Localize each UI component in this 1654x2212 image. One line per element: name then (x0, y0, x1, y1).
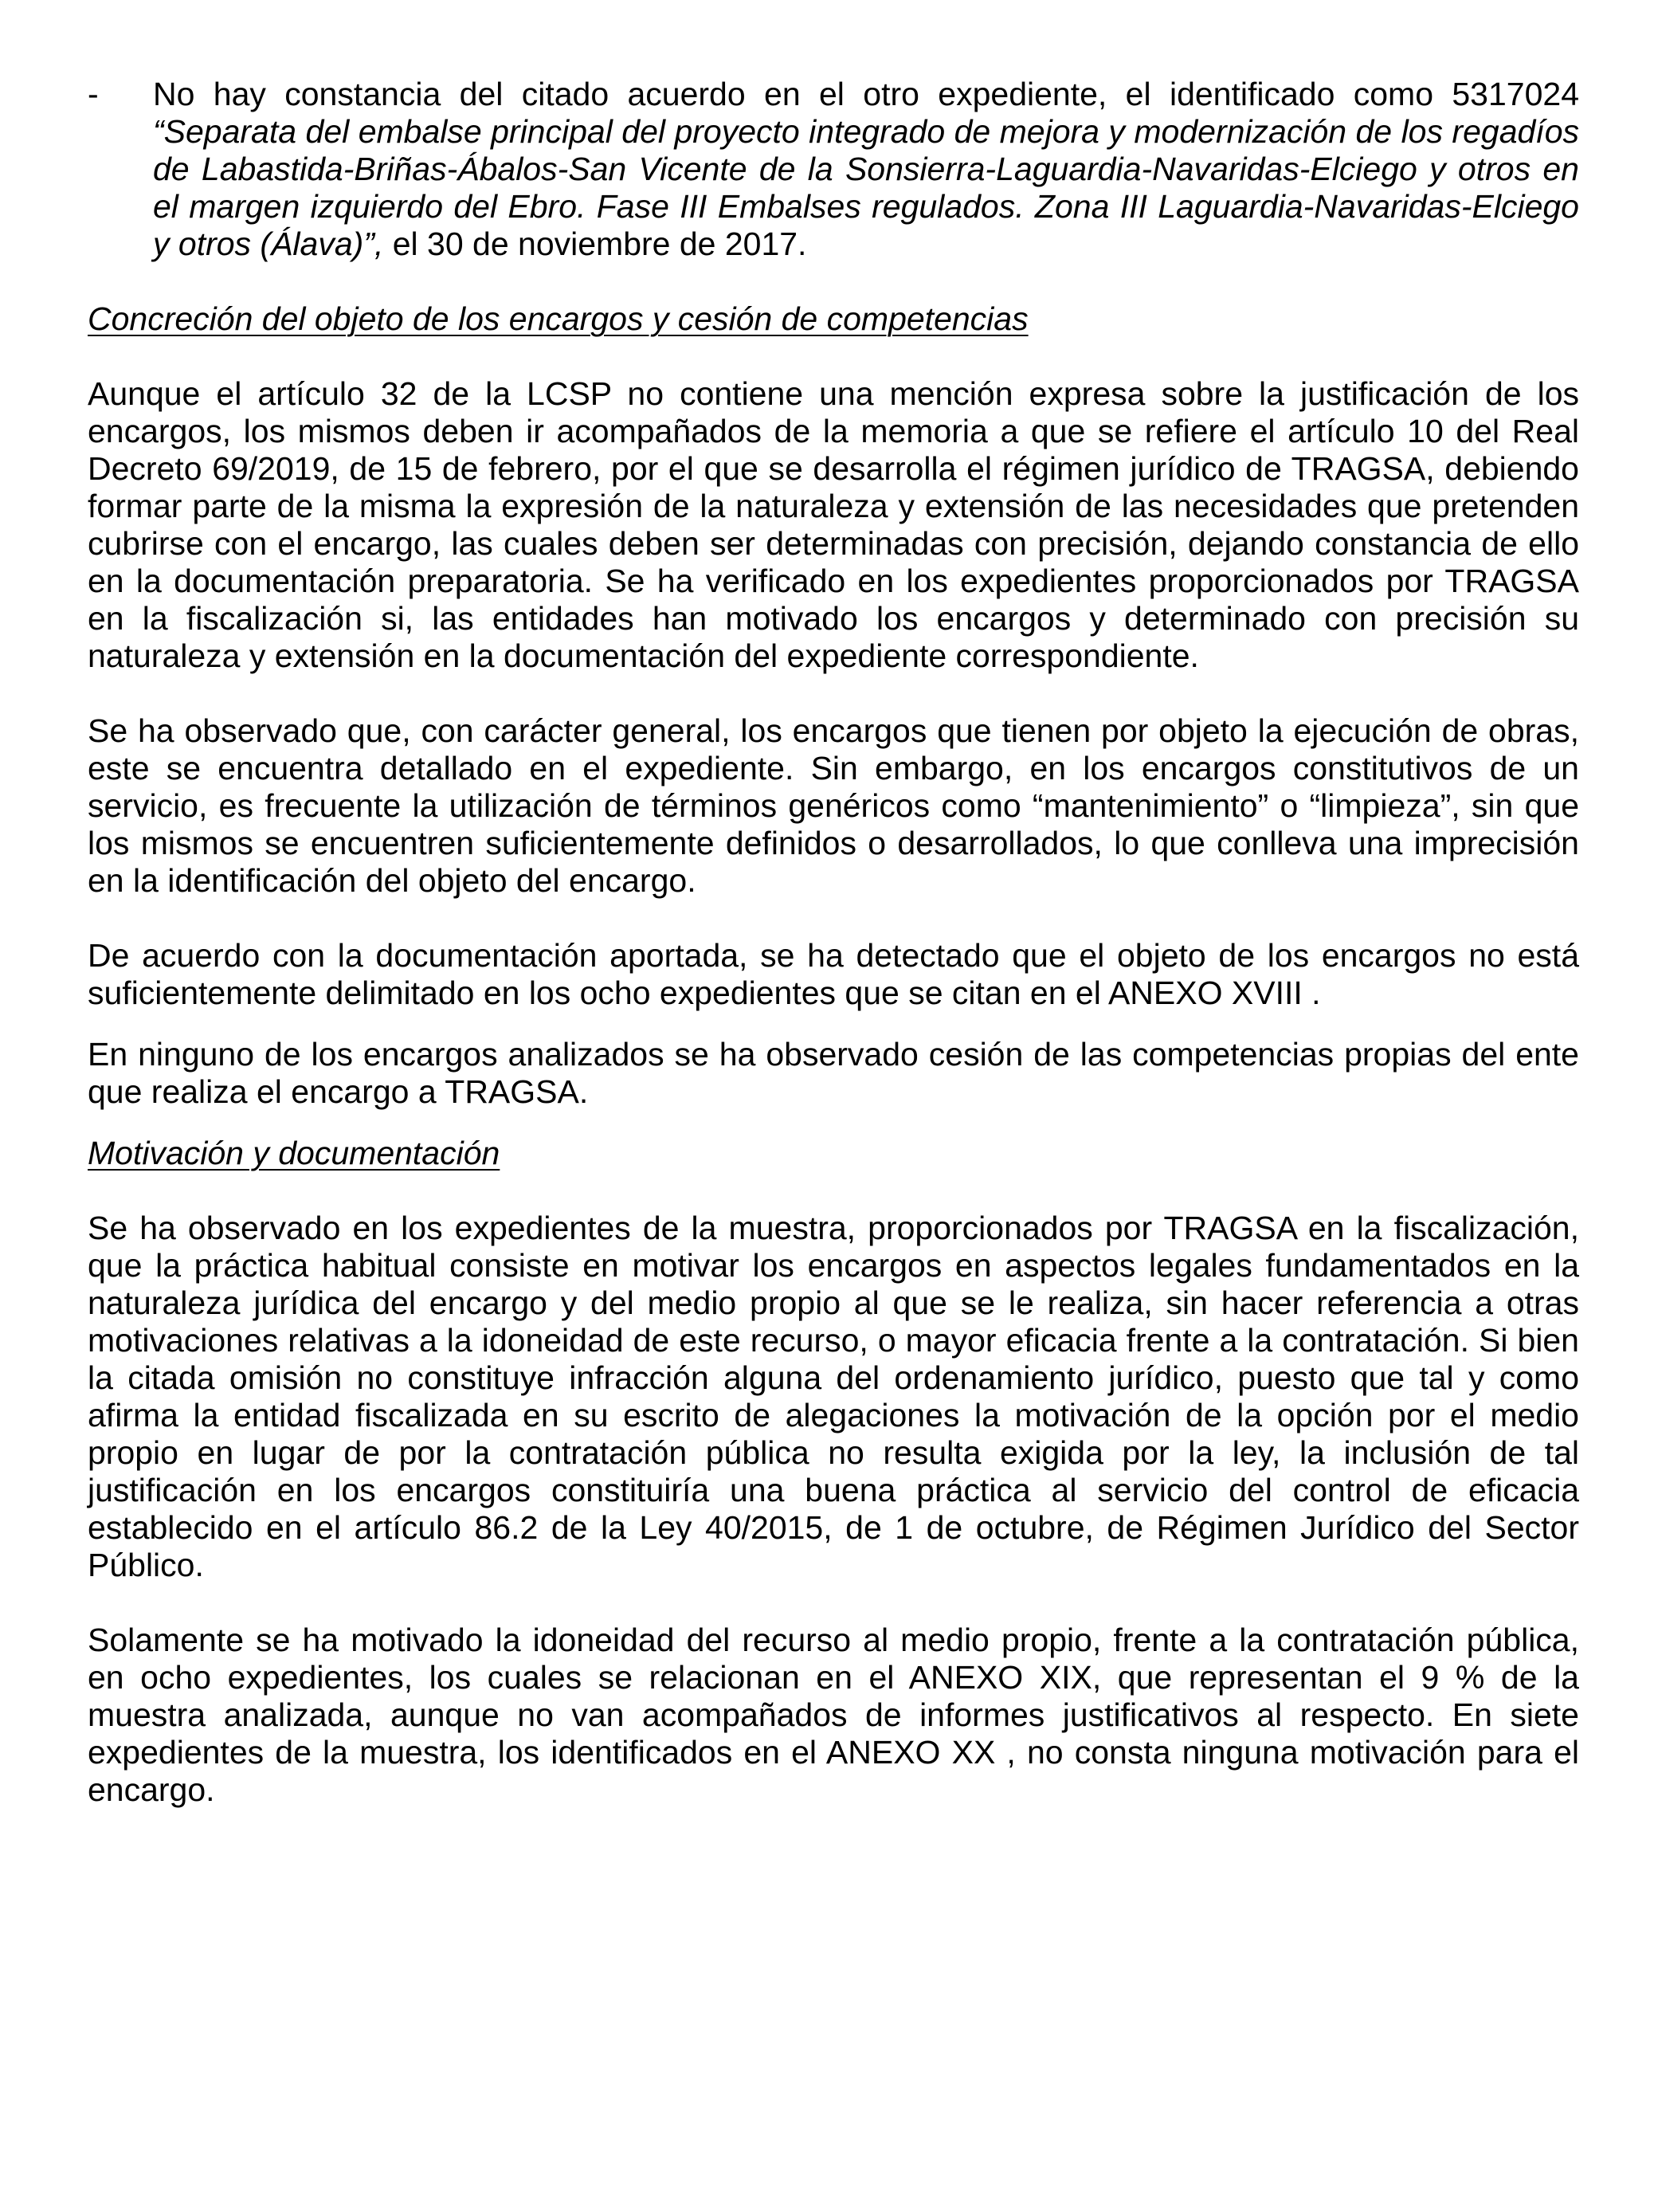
document-page (88, 76, 1579, 1809)
section-heading-concrecion: Concreción del objeto de los encargos y cesión de competencias (88, 300, 1029, 337)
bullet-text-before: No hay constancia del citado acuerdo en el otro expediente, el identificado como 5317024 (153, 76, 1579, 112)
bullet-item (88, 76, 1579, 263)
bullet-text-after: el 30 de noviembre de 2017. (383, 226, 807, 262)
paragraph: Se ha observado en los expedientes de la muestra, proporcionados por TRAGSA en la fiscalización, que la práctica habitual consiste en motivar los encargos en aspectos legales fundamentados en la naturaleza jurídica del encargo y del medio propio al que se le realiza, sin hacer referencia a otras motivaciones relativas a la idoneidad de este recurso, o mayor eficacia frente a la contratación. Si bien la citada omisión no constituye infracción alguna del ordenamiento jurídico, puesto que tal y como afirma la entidad fiscalizada en su escrito de alegaciones la motivación de la opción por el medio propio en lugar de por la contratación pública no resulta exigida por la ley, la inclusión de tal justificación en los encargos constituiría una buena práctica al servicio del control de eficacia establecido en el artículo 86.2 de la Ley 40/2015, de 1 de octubre, de Régimen Jurídico del Sector Público. (88, 1210, 1579, 1583)
paragraph: Se ha observado que, con carácter general, los encargos que tienen por objeto la ejecución de obras, este se encuentra detallado en el expediente. Sin embargo, en los encargos constitutivos de un servicio, es frecuente la utilización de términos genéricos como “mantenimiento” o “limpieza”, sin que los mismos se encuentren suficientemente definidos o desarrollados, lo que conlleva una imprecisión en la identificación del objeto del encargo. (88, 712, 1579, 899)
bullet-italic-title: “Separata del embalse principal del proyecto integrado de mejora y modernización de los regadíos de Labastida-Briñas-Ábalos-San Vicente de la Sonsierra-Laguardia-Navaridas-Elciego y otros en el margen izquierdo del Ebro. Fase III Embalses regulados. Zona III Laguardia-Navaridas-Elciego y otros (Álava)”, (153, 113, 1579, 262)
paragraph: Solamente se ha motivado la idoneidad del recurso al medio propio, frente a la contratación pública, en ocho expedientes, los cuales se relacionan en el ANEXO XIX, que representan el 9 % de la muestra analizada, aunque no van acompañados de informes justificativos al respecto. En siete expedientes de la muestra, los identificados en el ANEXO XX , no consta ninguna motivación para el encargo. (88, 1622, 1579, 1808)
section-heading-motivacion: Motivación y documentación (88, 1135, 500, 1171)
bullet-dash: - (88, 76, 99, 112)
paragraph: Aunque el artículo 32 de la LCSP no contiene una mención expresa sobre la justificación de los encargos, los mismos deben ir acompañados de la memoria a que se refiere el artículo 10 del Real Decreto 69/2019, de 15 de febrero, por el que se desarrolla el régimen jurídico de TRAGSA, debiendo formar parte de la misma la expresión de la naturaleza y extensión de las necesidades que pretenden cubrirse con el encargo, las cuales deben ser determinadas con precisión, dejando constancia de ello en la documentación preparatoria. Se ha verificado en los expedientes proporcionados por TRAGSA en la fiscalización si, las entidades han motivado los encargos y determinado con precisión su naturaleza y extensión en la documentación del expediente correspondiente. (88, 375, 1579, 674)
paragraph: En ninguno de los encargos analizados se ha observado cesión de las competencias propias del ente que realiza el encargo a TRAGSA. (88, 1036, 1579, 1110)
paragraph: De acuerdo con la documentación aportada, se ha detectado que el objeto de los encargos no está suficientemente delimitado en los ocho expedientes que se citan en el ANEXO XVIII . (88, 937, 1579, 1011)
